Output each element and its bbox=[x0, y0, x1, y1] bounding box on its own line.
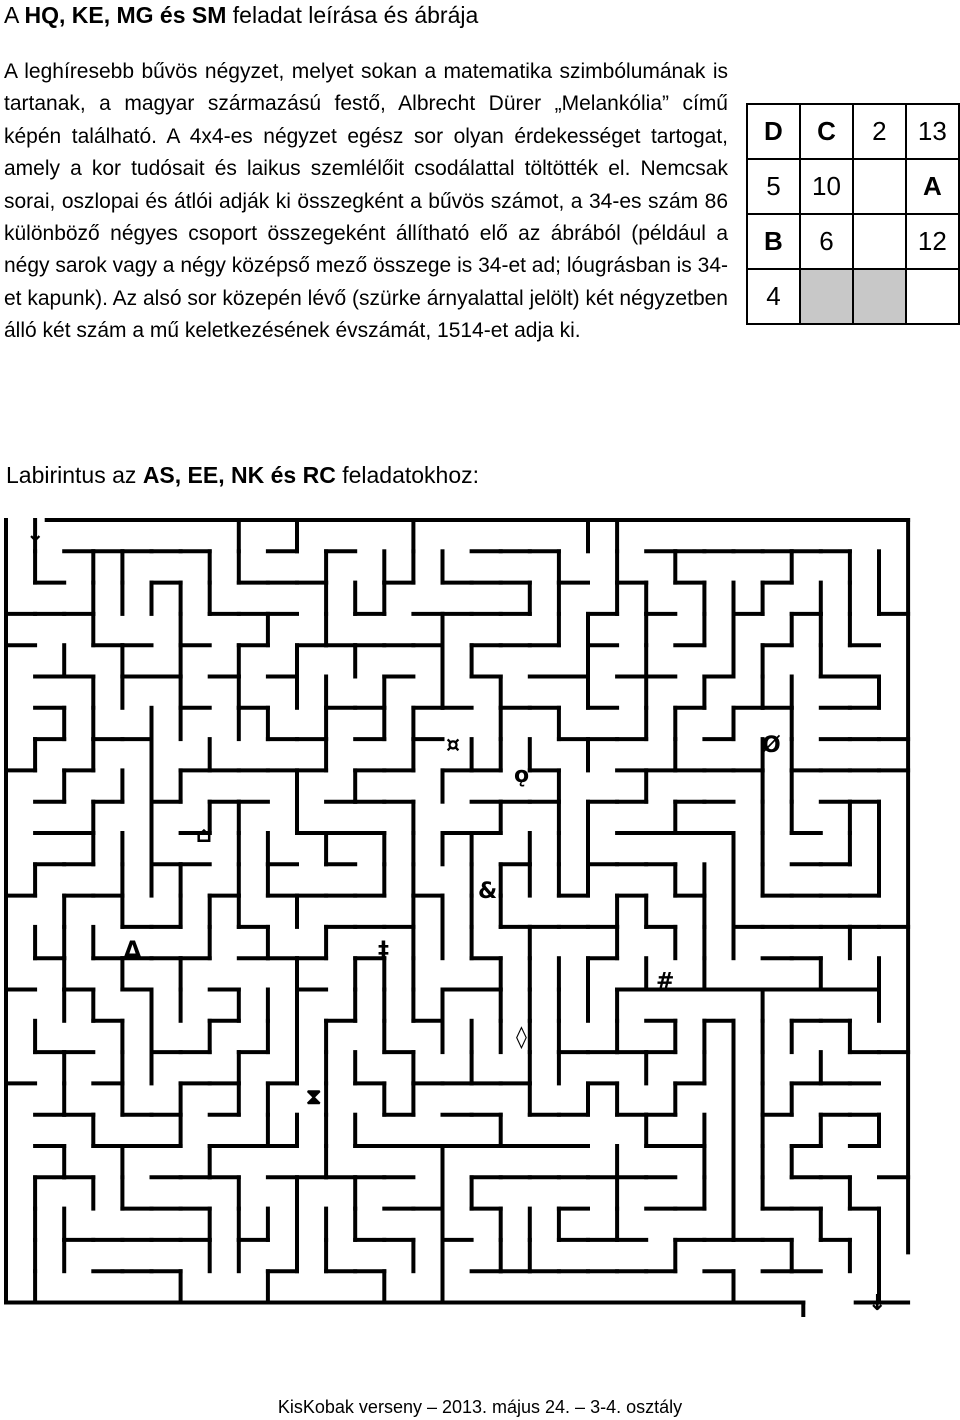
lozenge-icon: ◊ bbox=[516, 1025, 527, 1050]
magic-cell: 4 bbox=[747, 269, 800, 324]
magic-cell: 6 bbox=[800, 214, 853, 269]
currency-sign-icon: ¤ bbox=[446, 733, 460, 758]
entry-arrow-icon: ↓ bbox=[26, 522, 45, 547]
magic-cell: D bbox=[747, 104, 800, 159]
maze-walls bbox=[6, 520, 908, 1315]
maze-title-codes: AS, EE, NK és RC bbox=[142, 462, 336, 488]
title-prefix: A bbox=[4, 2, 25, 28]
hourglass-icon: ⧗ bbox=[306, 1085, 322, 1110]
description-paragraph: A leghíresebb bűvös négyzet, melyet sokan a matematika szimbólumának is tartanak, a magyar származású festő, Albrecht Dürer „Melankólia” című képén található. A 4x4-es négyzet egész sor olyan érdekességet tartogat, amely a kor tudósait és laikus szemlélőit csodálattal töltötték el. Nemcsak sorai, oszlopai és átlói adják ki összegként a bűvös számot, a 34-es szám 86 különböző négyes csoport összegeként állítható elő az ábrából (például a négy sarok vagy a négy középső mező összege is 34-et ad; lóugrásban is 34-et kapunk). Az alsó sor közepén lévő (szürke árnyalattal jelölt) két négyzetben álló két szám a mű keletkezésének évszámát, 1514-et adja ki. bbox=[4, 60, 728, 343]
title-codes: HQ, KE, MG és SM bbox=[24, 2, 227, 28]
page-footer: KisKobak verseny – 2013. május 24. – 3-4. osztály bbox=[277, 1397, 683, 1417]
maze-title-suffix: feladatokhoz: bbox=[335, 462, 480, 488]
ampersand-icon: & bbox=[478, 879, 498, 904]
magic-cell: 5 bbox=[747, 159, 800, 214]
magic-cell: 13 bbox=[906, 104, 959, 159]
magic-cell: C bbox=[800, 104, 853, 159]
magic-cell: 10 bbox=[800, 159, 853, 214]
title-suffix: feladat leírása és ábrája bbox=[226, 2, 479, 28]
hash-icon: # bbox=[656, 969, 675, 994]
exit-arrow-icon: ↓ bbox=[868, 1291, 887, 1316]
delta-icon: Δ bbox=[124, 938, 142, 963]
double-dagger-icon: ‡ bbox=[378, 938, 389, 963]
magic-cell: A bbox=[906, 159, 959, 214]
female-sign-icon: ǫ bbox=[514, 763, 530, 788]
magic-cell: 12 bbox=[906, 214, 959, 269]
magic-cell: 2 bbox=[853, 104, 906, 159]
empty-set-icon: Ø bbox=[762, 733, 781, 758]
maze-title-prefix: Labirintus az bbox=[6, 462, 143, 488]
magic-cell: B bbox=[747, 214, 800, 269]
house-icon: ⌂ bbox=[196, 823, 212, 848]
